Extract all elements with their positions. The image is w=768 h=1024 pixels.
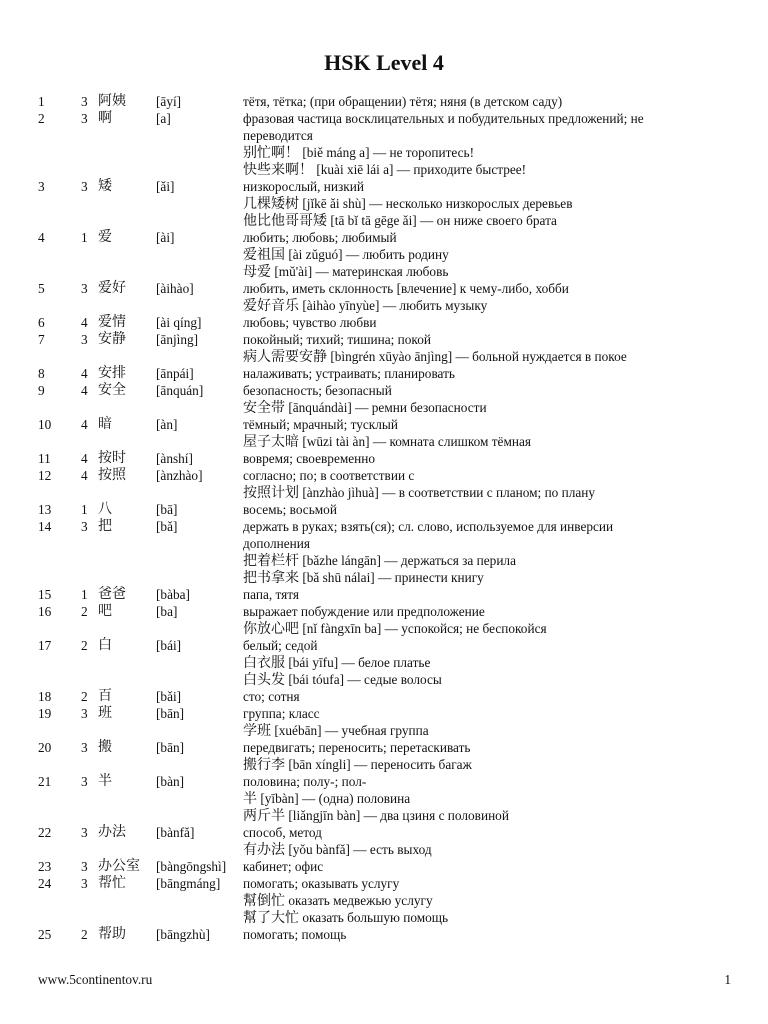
- entry-number: 21: [38, 774, 52, 789]
- entry-hanzi: 爱: [98, 229, 112, 245]
- vocab-entry: [0, 93, 768, 110]
- example-translation: [xuébān] — учебная группа: [271, 723, 429, 738]
- entry-main-line: [0, 824, 768, 841]
- entry-level: 3: [81, 706, 88, 721]
- vocabulary-list: [0, 93, 768, 943]
- entry-pinyin: [bàngōngshì]: [156, 859, 227, 874]
- entry-number: 9: [38, 383, 45, 398]
- entry-level: 2: [81, 604, 88, 619]
- entry-pinyin: [ānquán]: [156, 383, 204, 398]
- entry-example-line: [0, 569, 768, 586]
- example-hanzi: 把着栏杆: [243, 553, 299, 569]
- entry-number: 17: [38, 638, 52, 653]
- example-hanzi: 按照计划: [243, 485, 299, 501]
- entry-example-line: [0, 348, 768, 365]
- entry-level: 3: [81, 825, 88, 840]
- entry-main-line: [0, 178, 768, 195]
- entry-example-line: [0, 161, 768, 178]
- entry-main-line: [0, 93, 768, 110]
- entry-example-line: [0, 909, 768, 926]
- entry-definition: налаживать; устраивать; планировать: [243, 366, 455, 381]
- entry-example-line: [0, 807, 768, 824]
- entry-main-line: [0, 450, 768, 467]
- example-hanzi: 病人需要安静: [243, 349, 327, 365]
- vocab-entry: [0, 824, 768, 858]
- entry-main-line: [0, 705, 768, 722]
- example-translation: [yǒu bànfǎ] — есть выход: [285, 842, 432, 857]
- entry-example-line: [0, 195, 768, 212]
- entry-main-line: [0, 637, 768, 654]
- entry-definition: помогать; помощь: [243, 927, 347, 942]
- entry-number: 22: [38, 825, 52, 840]
- vocab-entry: [0, 365, 768, 382]
- example-translation: [wūzi tài àn] — комната слишком тёмная: [299, 434, 532, 449]
- entry-number: 16: [38, 604, 52, 619]
- entry-example: [243, 399, 487, 417]
- entry-pinyin: [bān]: [156, 706, 185, 721]
- entry-number: 23: [38, 859, 52, 874]
- example-translation: [bǎzhe lángān] — держаться за перила: [299, 553, 516, 568]
- entry-definition: половина; полу-; пол-: [243, 774, 367, 789]
- entry-number: 24: [38, 876, 52, 891]
- vocab-entry: [0, 875, 768, 926]
- example-translation: [mǔ'ài] — материнская любовь: [271, 264, 449, 279]
- entry-level: 3: [81, 111, 88, 126]
- entry-definition: фразовая частица восклицательных и побудительных предложений; не: [243, 111, 644, 126]
- entry-example: [243, 620, 547, 638]
- vocab-entry: [0, 467, 768, 501]
- vocab-entry: [0, 603, 768, 637]
- entry-hanzi: 安排: [98, 365, 126, 381]
- example-hanzi: 爱祖国: [243, 247, 285, 263]
- entry-definition: тётя, тётка; (при обращении) тётя; няня (в детском саду): [243, 94, 563, 109]
- entry-hanzi: 把: [98, 518, 112, 534]
- entry-hanzi: 爸爸: [98, 586, 126, 602]
- entry-level: 3: [81, 740, 88, 755]
- vocab-entry: [0, 637, 768, 688]
- entry-main-line: [0, 773, 768, 790]
- entry-number: 2: [38, 111, 45, 126]
- entry-number: 25: [38, 927, 52, 942]
- entry-hanzi: 啊: [98, 110, 112, 126]
- entry-definition: дополнения: [243, 536, 311, 551]
- example-hanzi: 爱好音乐: [243, 298, 299, 314]
- example-hanzi: 你放心吧: [243, 621, 299, 637]
- example-translation: оказать большую помощь: [299, 910, 449, 925]
- entry-hanzi: 搬: [98, 739, 112, 755]
- entry-hanzi: 爱好: [98, 280, 126, 296]
- entry-main-line: [0, 110, 768, 127]
- entry-example-line: [0, 263, 768, 280]
- vocab-entry: [0, 331, 768, 365]
- entry-pinyin: [bāngzhù]: [156, 927, 210, 942]
- entry-example: [243, 195, 572, 213]
- entry-hanzi: 安全: [98, 382, 126, 398]
- example-hanzi: 半: [243, 791, 257, 807]
- entry-number: 4: [38, 230, 45, 245]
- entry-example-line: [0, 654, 768, 671]
- entry-main-line: [0, 314, 768, 331]
- entry-example-line: [0, 552, 768, 569]
- entry-pinyin: [bàn]: [156, 774, 185, 789]
- entry-main-line: [0, 501, 768, 518]
- entry-definition-line: [0, 127, 768, 144]
- example-hanzi: 两斤半: [243, 808, 285, 824]
- entry-example: [243, 569, 484, 587]
- example-translation: [àihào yīnyùe] — любить музыку: [299, 298, 488, 313]
- entry-pinyin: [bǎ]: [156, 519, 178, 534]
- example-translation: [ānquándài] — ремни безопасности: [285, 400, 487, 415]
- entry-definition: передвигать; переносить; перетаскивать: [243, 740, 471, 755]
- entry-level: 1: [81, 230, 88, 245]
- entry-hanzi: 爱情: [98, 314, 126, 330]
- entry-example-line: [0, 433, 768, 450]
- entry-number: 18: [38, 689, 52, 704]
- vocab-entry: [0, 518, 768, 586]
- entry-hanzi: 安静: [98, 331, 126, 347]
- entry-example-line: [0, 671, 768, 688]
- entry-level: 3: [81, 876, 88, 891]
- entry-main-line: [0, 875, 768, 892]
- entry-example: [243, 807, 509, 825]
- example-hanzi: 把书拿来: [243, 570, 299, 586]
- entry-definition: выражает побуждение или предположение: [243, 604, 485, 619]
- entry-main-line: [0, 603, 768, 620]
- vocab-entry: [0, 926, 768, 943]
- example-hanzi: 幫倒忙: [243, 893, 285, 909]
- page-title: HSK Level 4: [324, 50, 444, 75]
- entry-example-line: [0, 892, 768, 909]
- entry-number: 1: [38, 94, 45, 109]
- entry-definition: покойный; тихий; тишина; покой: [243, 332, 431, 347]
- entry-level: 3: [81, 859, 88, 874]
- entry-definition: помогать; оказывать услугу: [243, 876, 400, 891]
- example-translation: [jǐkē ǎi shù] — несколько низкорослых деревьев: [299, 196, 573, 211]
- entry-hanzi: 半: [98, 773, 112, 789]
- entry-pinyin: [ānpái]: [156, 366, 194, 381]
- entry-definition: папа, тятя: [243, 587, 300, 602]
- entry-level: 4: [81, 417, 88, 432]
- entry-level: 2: [81, 927, 88, 942]
- entry-pinyin: [ānjìng]: [156, 332, 199, 347]
- example-hanzi: 安全带: [243, 400, 285, 416]
- example-translation: [bān xíngli] — переносить багаж: [285, 757, 472, 772]
- example-hanzi: 有办法: [243, 842, 285, 858]
- example-translation: [bǎ shū nálai] — принести книгу: [299, 570, 484, 585]
- example-hanzi: 学班: [243, 723, 271, 739]
- entry-example: [243, 790, 410, 808]
- entry-pinyin: [ài qíng]: [156, 315, 202, 330]
- entry-level: 4: [81, 383, 88, 398]
- entry-example: [243, 433, 531, 451]
- entry-example: [243, 671, 442, 689]
- entry-example-line: [0, 620, 768, 637]
- entry-level: 3: [81, 94, 88, 109]
- entry-example: [243, 756, 472, 774]
- entry-number: 3: [38, 179, 45, 194]
- entry-main-line: [0, 365, 768, 382]
- entry-definition: безопасность; безопасный: [243, 383, 392, 398]
- entry-example: [243, 722, 429, 740]
- entry-level: 4: [81, 366, 88, 381]
- entry-pinyin: [a]: [156, 111, 171, 126]
- entry-pinyin: [àihào]: [156, 281, 194, 296]
- entry-example-line: [0, 790, 768, 807]
- entry-hanzi: 帮忙: [98, 875, 126, 891]
- entry-number: 14: [38, 519, 52, 534]
- entry-example: [243, 246, 449, 264]
- entry-level: 3: [81, 332, 88, 347]
- example-translation: [bái yīfu] — белое платье: [285, 655, 431, 670]
- entry-main-line: [0, 229, 768, 246]
- page-number: 1: [724, 972, 731, 987]
- entry-hanzi: 阿姨: [98, 93, 126, 109]
- entry-pinyin: [ànzhào]: [156, 468, 203, 483]
- entry-example: [243, 841, 432, 859]
- entry-hanzi: 八: [98, 501, 112, 517]
- entry-example-line: [0, 212, 768, 229]
- entry-main-line: [0, 331, 768, 348]
- entry-number: 10: [38, 417, 52, 432]
- entry-level: 3: [81, 774, 88, 789]
- entry-level: 1: [81, 587, 88, 602]
- entry-pinyin: [ài]: [156, 230, 175, 245]
- entry-example: [243, 552, 516, 570]
- entry-level: 3: [81, 179, 88, 194]
- example-translation: оказать медвежью услугу: [285, 893, 433, 908]
- entry-definition: согласно; по; в соответствии с: [243, 468, 415, 483]
- entry-level: 3: [81, 281, 88, 296]
- example-hanzi: 白衣服: [243, 655, 285, 671]
- entry-pinyin: [ǎi]: [156, 179, 175, 194]
- vocab-entry: [0, 688, 768, 705]
- entry-main-line: [0, 416, 768, 433]
- entry-main-line: [0, 467, 768, 484]
- entry-hanzi: 白: [98, 637, 112, 653]
- entry-number: 19: [38, 706, 52, 721]
- example-translation: [ài zǔguó] — любить родину: [285, 247, 449, 262]
- vocab-entry: [0, 739, 768, 773]
- entry-definition: способ, метод: [243, 825, 322, 840]
- entry-example: [243, 484, 595, 502]
- example-hanzi: 搬行李: [243, 757, 285, 773]
- example-translation: [bái tóufa] — седые волосы: [285, 672, 442, 687]
- entry-level: 4: [81, 451, 88, 466]
- example-translation: [bìngrén xūyào ānjìng] — больной нуждается в покое: [327, 349, 627, 364]
- entry-example-line: [0, 484, 768, 501]
- entry-level: 4: [81, 315, 88, 330]
- entry-main-line: [0, 688, 768, 705]
- example-hanzi: 屋子太暗: [243, 434, 299, 450]
- entry-main-line: [0, 280, 768, 297]
- vocab-entry: [0, 586, 768, 603]
- vocab-entry: [0, 382, 768, 416]
- entry-definition: кабинет; офис: [243, 859, 324, 874]
- entry-number: 11: [38, 451, 51, 466]
- entry-pinyin: [bā]: [156, 502, 178, 517]
- entry-main-line: [0, 382, 768, 399]
- entry-example: [243, 212, 557, 230]
- vocab-entry: [0, 501, 768, 518]
- entry-definition: низкорослый, низкий: [243, 179, 364, 194]
- entry-number: 5: [38, 281, 45, 296]
- entry-pinyin: [bǎi]: [156, 689, 182, 704]
- entry-level: 3: [81, 519, 88, 534]
- entry-pinyin: [bànfǎ]: [156, 825, 195, 840]
- vocab-entry: [0, 280, 768, 314]
- entry-main-line: [0, 858, 768, 875]
- example-hanzi: 几棵矮树: [243, 196, 299, 212]
- vocab-entry: [0, 229, 768, 280]
- entry-number: 15: [38, 587, 52, 602]
- entry-pinyin: [bái]: [156, 638, 182, 653]
- vocab-entry: [0, 416, 768, 450]
- example-translation: [liǎngjīn bàn] — два цзиня с половиной: [285, 808, 509, 823]
- example-hanzi: 母爱: [243, 264, 271, 280]
- entry-number: 6: [38, 315, 45, 330]
- entry-definition: группа; класс: [243, 706, 320, 721]
- entry-number: 12: [38, 468, 52, 483]
- entry-definition: любить, иметь склонность [влечение] к чему-либо, хобби: [243, 281, 569, 296]
- entry-example-line: [0, 297, 768, 314]
- entry-main-line: [0, 586, 768, 603]
- vocab-entry: [0, 178, 768, 229]
- entry-hanzi: 班: [98, 705, 112, 721]
- entry-hanzi: 矮: [98, 178, 112, 194]
- entry-definition: любить; любовь; любимый: [243, 230, 397, 245]
- entry-example: [243, 297, 487, 315]
- entry-hanzi: 办公室: [98, 858, 140, 874]
- entry-definition: сто; сотня: [243, 689, 300, 704]
- footer-website: www.5continentov.ru: [38, 972, 153, 987]
- vocab-entry: [0, 110, 768, 178]
- entry-example-line: [0, 841, 768, 858]
- entry-level: 4: [81, 468, 88, 483]
- example-hanzi: 幫了大忙: [243, 910, 299, 926]
- entry-example: [243, 909, 448, 927]
- example-hanzi: 白头发: [243, 672, 285, 688]
- entry-hanzi: 按照: [98, 467, 126, 483]
- example-hanzi: 他比他哥哥矮: [243, 213, 327, 229]
- entry-example: [243, 348, 627, 366]
- entry-level: 2: [81, 638, 88, 653]
- entry-number: 20: [38, 740, 52, 755]
- entry-definition: держать в руках; взять(ся); сл. слово, используемое для инверсии: [243, 519, 614, 534]
- example-hanzi: 快些来啊！: [243, 162, 313, 178]
- entry-main-line: [0, 518, 768, 535]
- entry-definition: любовь; чувство любви: [243, 315, 377, 330]
- entry-hanzi: 按时: [98, 450, 126, 466]
- entry-example-line: [0, 144, 768, 161]
- entry-pinyin: [bāngmáng]: [156, 876, 221, 891]
- entry-hanzi: 暗: [98, 416, 112, 432]
- entry-hanzi: 帮助: [98, 926, 126, 942]
- entry-definition: белый; седой: [243, 638, 318, 653]
- entry-pinyin: [àn]: [156, 417, 178, 432]
- entry-definition: переводится: [243, 128, 313, 143]
- vocab-entry: [0, 705, 768, 739]
- example-translation: [yībàn] — (одна) половина: [257, 791, 411, 806]
- entry-hanzi: 百: [98, 688, 112, 704]
- entry-example: [243, 892, 433, 910]
- entry-hanzi: 办法: [98, 824, 126, 840]
- entry-definition: вовремя; своевременно: [243, 451, 376, 466]
- example-translation: [ànzhào jìhuà] — в соответствии с планом; по плану: [299, 485, 596, 500]
- entry-pinyin: [āyí]: [156, 94, 182, 109]
- example-translation: [kuài xiē lái a] — приходите быстрее!: [313, 162, 527, 177]
- vocab-entry: [0, 314, 768, 331]
- example-hanzi: 别忙啊！: [243, 145, 299, 161]
- entry-example-line: [0, 246, 768, 263]
- vocab-entry: [0, 450, 768, 467]
- example-translation: [tā bǐ tā gēge ǎi] — он ниже своего брата: [327, 213, 557, 228]
- entry-example: [243, 263, 448, 281]
- entry-pinyin: [bàba]: [156, 587, 190, 602]
- entry-level: 1: [81, 502, 88, 517]
- entry-main-line: [0, 926, 768, 943]
- entry-pinyin: [bān]: [156, 740, 185, 755]
- entry-example: [243, 654, 430, 672]
- entry-example: [243, 161, 526, 179]
- entry-pinyin: [ànshí]: [156, 451, 193, 466]
- entry-definition: тёмный; мрачный; тусклый: [243, 417, 398, 432]
- entry-pinyin: [ba]: [156, 604, 178, 619]
- vocab-entry: [0, 858, 768, 875]
- entry-definition: восемь; восьмой: [243, 502, 337, 517]
- example-translation: [nǐ fàngxīn ba] — успокойся; не беспокойся: [299, 621, 547, 636]
- entry-example-line: [0, 722, 768, 739]
- entry-number: 13: [38, 502, 52, 517]
- entry-number: 7: [38, 332, 45, 347]
- example-translation: [biě máng a] — не торопитесь!: [299, 145, 475, 160]
- entry-example: [243, 144, 474, 162]
- entry-hanzi: 吧: [98, 603, 112, 619]
- entry-number: 8: [38, 366, 45, 381]
- vocab-entry: [0, 773, 768, 824]
- entry-level: 2: [81, 689, 88, 704]
- entry-example-line: [0, 399, 768, 416]
- entry-definition-line: [0, 535, 768, 552]
- entry-example-line: [0, 756, 768, 773]
- entry-main-line: [0, 739, 768, 756]
